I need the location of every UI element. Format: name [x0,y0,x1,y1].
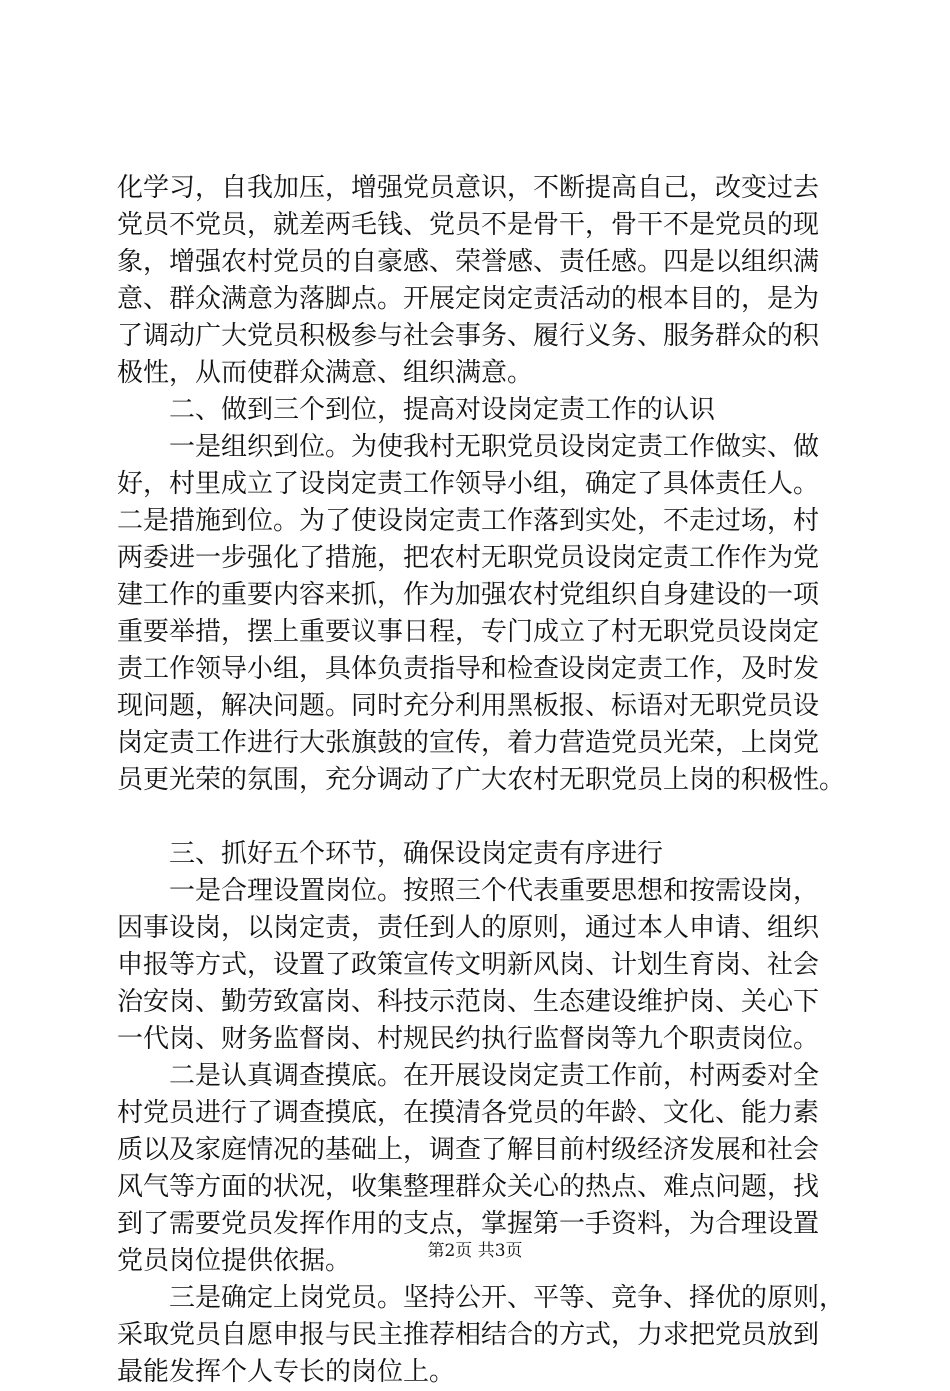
text-line: 好，村里成立了设岗定责工作领导小组，确定了具体责任人。 [117,469,820,499]
text-line: 一代岗、财务监督岗、村规民约执行监督岗等九个职责岗位。 [117,1024,820,1054]
text-line: 因事设岗，以岗定责，责任到人的原则，通过本人申请、组织 [117,913,820,943]
text-line: 极性，从而使群众满意、组织满意。 [117,358,534,388]
text-line: 到了需要党员发挥作用的支点，掌握第一手资料，为合理设置 [117,1209,820,1239]
section-heading: 三、抓好五个环节，确保设岗定责有序进行 [117,839,664,869]
page-number-footer: 第2页 共3页 [427,1241,523,1261]
text-line: 二是认真调查摸底。在开展设岗定责工作前，村两委对全 [117,1061,820,1091]
text-line: 三是确定上岗党员。坚持公开、平等、竞争、择优的原则， [117,1283,846,1313]
text-line: 象，增强农村党员的自豪感、荣誉感、责任感。四是以组织满 [117,247,820,277]
text-line: 意、群众满意为落脚点。开展定岗定责活动的根本目的，是为 [117,284,820,314]
text-line: 现问题，解决问题。同时充分利用黑板报、标语对无职党员设 [117,691,820,721]
document-body [117,170,846,1391]
text-line: 党员岗位提供依据。 [117,1246,352,1276]
text-line: 治安岗、勤劳致富岗、科技示范岗、生态建设维护岗、关心下 [117,987,820,1017]
text-line: 重要举措，摆上重要议事日程，专门成立了村无职党员设岗定 [117,617,820,647]
text-line: 二是措施到位。为了使设岗定责工作落到实处，不走过场，村 [117,506,820,536]
text-line: 岗定责工作进行大张旗鼓的宣传，着力营造党员光荣，上岗党 [117,728,820,758]
text-line: 最能发挥个人专长的岗位上。 [117,1357,456,1387]
text-line: 采取党员自愿申报与民主推荐相结合的方式，力求把党员放到 [117,1320,820,1350]
text-line: 了调动广大党员积极参与社会事务、履行义务、服务群众的积 [117,321,820,351]
text-line: 一是组织到位。为使我村无职党员设岗定责工作做实、做 [117,432,820,462]
text-line: 党员不党员，就差两毛钱、党员不是骨干，骨干不是党员的现 [117,210,820,240]
text-line: 申报等方式，设置了政策宣传文明新风岗、计划生育岗、社会 [117,950,820,980]
section-heading: 二、做到三个到位，提高对设岗定责工作的认识 [117,395,716,425]
text-line: 员更光荣的氛围，充分调动了广大农村无职党员上岗的积极性。 [117,765,846,795]
text-line: 风气等方面的状况，收集整理群众关心的热点、难点问题，找 [117,1172,820,1202]
text-line: 质以及家庭情况的基础上，调查了解目前村级经济发展和社会 [117,1135,820,1165]
text-line: 责工作领导小组，具体负责指导和检查设岗定责工作，及时发 [117,654,820,684]
text-line: 建工作的重要内容来抓，作为加强农村党组织自身建设的一项 [117,580,820,610]
text-line: 两委进一步强化了措施，把农村无职党员设岗定责工作作为党 [117,543,820,573]
text-line: 村党员进行了调查摸底，在摸清各党员的年龄、文化、能力素 [117,1098,820,1128]
blank-line [117,799,843,836]
text-line: 一是合理设置岗位。按照三个代表重要思想和按需设岗， [117,876,820,906]
text-line: 化学习，自我加压，增强党员意识，不断提高自己，改变过去 [117,173,820,203]
